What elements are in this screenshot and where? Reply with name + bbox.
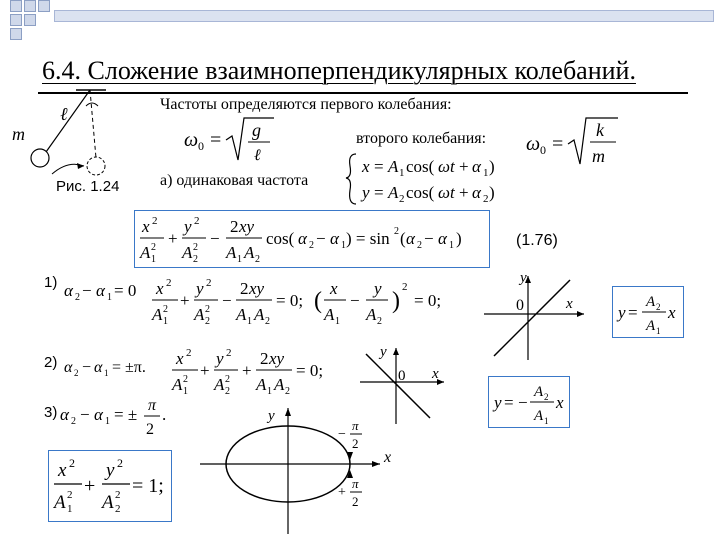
svg-text:2: 2 — [115, 503, 121, 515]
svg-text:1: 1 — [105, 416, 110, 427]
svg-text:= 0;: = 0; — [296, 361, 324, 380]
svg-text:2: 2 — [225, 374, 230, 385]
svg-text:α: α — [94, 405, 103, 424]
svg-text:α: α — [64, 359, 73, 376]
svg-text:A: A — [534, 384, 544, 400]
svg-text:A: A — [214, 375, 225, 394]
svg-text:−: − — [316, 229, 326, 248]
case-2-equation — [170, 344, 340, 400]
slide-title: 6.4. Сложение взаимноперпендикулярных колебаний. — [42, 56, 636, 85]
svg-text:=: = — [552, 133, 564, 155]
case-1-condition — [62, 276, 152, 304]
svg-text:) = sin: ) = sin — [346, 229, 390, 248]
svg-text:= ±π.: = ±π. — [112, 359, 146, 376]
omega-formula-2 — [522, 112, 622, 170]
frequencies-text: Частоты определяются первого колебания: — [160, 96, 452, 113]
svg-text:): ) — [489, 183, 495, 202]
case-2-result — [490, 378, 570, 426]
svg-text:2: 2 — [377, 316, 382, 327]
svg-text:= 0: = 0 — [114, 281, 137, 300]
svg-text:x: x — [156, 279, 164, 298]
svg-text:−: − — [82, 281, 92, 300]
decor-square — [38, 0, 50, 12]
decor-square — [10, 28, 22, 40]
svg-text:2: 2 — [74, 368, 79, 378]
svg-text:−: − — [338, 427, 346, 442]
svg-text:1: 1 — [67, 503, 73, 515]
svg-text:α: α — [438, 229, 447, 248]
svg-text:A: A — [646, 318, 656, 334]
case-2-label: 2) — [44, 354, 58, 371]
svg-text:xy: xy — [249, 279, 265, 298]
svg-text:0: 0 — [540, 143, 546, 157]
svg-text:2: 2 — [163, 304, 168, 315]
svg-text:α: α — [94, 359, 103, 376]
svg-text:1: 1 — [183, 386, 188, 397]
svg-text:(: ( — [314, 288, 322, 314]
svg-text:A: A — [54, 492, 66, 513]
svg-text:x: x — [362, 157, 370, 176]
svg-text:−: − — [424, 229, 434, 248]
svg-text:A: A — [388, 157, 399, 176]
svg-text:α: α — [298, 229, 307, 248]
svg-text:2: 2 — [193, 254, 198, 265]
svg-text:x: x — [176, 349, 184, 368]
svg-text:1: 1 — [163, 316, 168, 327]
svg-text:+: + — [338, 485, 346, 500]
svg-text:−: − — [80, 405, 90, 424]
svg-text:1: 1 — [267, 386, 272, 397]
svg-text:x: x — [142, 217, 150, 236]
svg-text:cos(: cos( — [266, 229, 295, 248]
svg-text:2: 2 — [69, 456, 75, 470]
decor-bar — [54, 10, 714, 22]
svg-text:π: π — [352, 476, 359, 491]
svg-text:x: x — [556, 393, 564, 412]
case-1-equation — [150, 274, 450, 330]
svg-text:x: x — [384, 449, 392, 466]
svg-text:2: 2 — [260, 349, 269, 368]
svg-text:A: A — [140, 243, 151, 262]
svg-text:2: 2 — [225, 386, 230, 397]
svg-text:2: 2 — [483, 193, 489, 205]
case-3-graph — [196, 404, 396, 538]
decor-square — [24, 14, 36, 26]
case-1-result — [614, 288, 682, 336]
svg-text:1: 1 — [107, 292, 112, 303]
svg-text:x: x — [58, 460, 67, 481]
svg-text:ωt: ωt — [438, 183, 455, 202]
svg-text:1: 1 — [247, 316, 252, 327]
svg-text:−: − — [210, 229, 220, 248]
svg-text:2: 2 — [255, 254, 260, 265]
system-formula — [344, 150, 514, 208]
svg-text:2: 2 — [166, 277, 172, 289]
case-3-condition — [58, 394, 178, 442]
svg-text:α: α — [472, 183, 481, 202]
svg-text:2: 2 — [402, 281, 408, 293]
svg-text:A: A — [388, 183, 399, 202]
svg-text:2: 2 — [71, 416, 76, 427]
svg-text:α: α — [406, 229, 415, 248]
svg-text:2: 2 — [205, 304, 210, 315]
equation-number: (1.76) — [516, 232, 558, 249]
svg-text:1: 1 — [544, 416, 549, 426]
svg-text:+: + — [200, 361, 210, 380]
svg-text:1: 1 — [341, 240, 346, 251]
svg-text:x: x — [668, 303, 676, 322]
svg-text:=: = — [504, 393, 514, 412]
svg-text:ω: ω — [184, 129, 199, 151]
svg-text:g: g — [252, 120, 261, 140]
svg-text:α: α — [60, 405, 69, 424]
svg-text:= 1;: = 1; — [132, 475, 164, 497]
svg-text:π: π — [148, 397, 157, 414]
svg-text:1: 1 — [656, 326, 661, 336]
svg-text:A: A — [172, 375, 183, 394]
svg-text:−: − — [82, 359, 92, 376]
svg-text:y: y — [362, 183, 370, 202]
svg-text:A: A — [152, 305, 163, 324]
svg-text:y: y — [196, 279, 204, 298]
svg-text:1: 1 — [237, 254, 242, 265]
svg-text:2: 2 — [240, 279, 249, 298]
svg-text:.: . — [162, 405, 167, 424]
svg-text:2: 2 — [194, 215, 200, 227]
svg-text:2: 2 — [205, 316, 210, 327]
svg-text:A: A — [244, 243, 255, 262]
case-1-graph — [480, 270, 590, 364]
svg-text:y: y — [374, 279, 382, 298]
svg-text:2: 2 — [206, 277, 212, 289]
svg-text:y: y — [380, 344, 387, 360]
svg-text:): ) — [489, 157, 495, 176]
svg-text:2: 2 — [151, 242, 156, 253]
omega-formula-1 — [180, 112, 280, 166]
svg-text:+: + — [459, 183, 469, 202]
svg-text:+: + — [84, 475, 96, 497]
svg-text:1: 1 — [104, 368, 109, 378]
case-1-label: 1) — [44, 274, 58, 291]
svg-text:ωt: ωt — [438, 157, 455, 176]
svg-text:A: A — [102, 492, 114, 513]
mass-label: m — [12, 124, 25, 144]
svg-text:cos(: cos( — [406, 157, 435, 176]
svg-text:2: 2 — [152, 215, 158, 227]
svg-text:2: 2 — [183, 374, 188, 385]
svg-text:1: 1 — [449, 240, 454, 251]
svg-text:A: A — [534, 408, 544, 424]
svg-text:α: α — [96, 281, 105, 300]
svg-text:A: A — [256, 375, 267, 394]
case-3-label: 3) — [44, 404, 58, 421]
svg-text:A: A — [646, 294, 656, 310]
svg-text:y: y — [184, 217, 192, 236]
length-label: ℓ — [60, 104, 68, 124]
svg-text:2: 2 — [75, 292, 80, 303]
svg-text:y: y — [106, 460, 115, 481]
svg-text:1: 1 — [335, 316, 340, 327]
svg-text:y: y — [268, 408, 275, 424]
svg-text:A: A — [366, 305, 377, 324]
svg-text:2: 2 — [285, 386, 290, 397]
svg-text:2: 2 — [417, 240, 422, 251]
svg-text:=: = — [628, 303, 638, 322]
svg-text:2: 2 — [186, 347, 192, 359]
figure-caption: Рис. 1.24 — [56, 178, 120, 195]
svg-text:x: x — [566, 296, 573, 312]
svg-text:α: α — [330, 229, 339, 248]
main-equation — [138, 212, 488, 266]
svg-text:2: 2 — [309, 240, 314, 251]
svg-text:A: A — [182, 243, 193, 262]
case-a-text: а) одинаковая частота — [160, 172, 309, 189]
svg-text:2: 2 — [399, 193, 405, 205]
svg-text:): ) — [456, 229, 462, 248]
svg-text:A: A — [324, 305, 335, 324]
svg-text:y: y — [618, 303, 626, 322]
svg-text:2: 2 — [146, 421, 154, 438]
svg-text:2: 2 — [115, 489, 121, 501]
svg-text:A: A — [226, 243, 237, 262]
svg-text:x: x — [330, 279, 338, 298]
second-oscillation-text: второго колебания: — [356, 130, 487, 147]
svg-text:ℓ: ℓ — [254, 147, 261, 164]
svg-text:A: A — [194, 305, 205, 324]
svg-text:y: y — [520, 270, 527, 286]
svg-text:cos(: cos( — [406, 183, 435, 202]
svg-text:y: y — [216, 349, 224, 368]
svg-text:A: A — [274, 375, 285, 394]
decor-square — [10, 14, 22, 26]
svg-text:A: A — [236, 305, 247, 324]
svg-text:2: 2 — [117, 456, 123, 470]
svg-text:2: 2 — [656, 302, 661, 312]
svg-text:2: 2 — [67, 489, 73, 501]
title-rule — [38, 92, 688, 94]
svg-text:=: = — [374, 157, 384, 176]
svg-text:−: − — [350, 291, 360, 310]
svg-text:xy: xy — [269, 349, 285, 368]
svg-text:2: 2 — [265, 316, 270, 327]
svg-text:= 0;: = 0; — [276, 291, 304, 310]
svg-text:+: + — [180, 291, 190, 310]
svg-text:ω: ω — [526, 133, 541, 155]
svg-text:(: ( — [400, 229, 406, 248]
case-2-condition — [62, 354, 162, 380]
svg-text:m: m — [592, 146, 605, 166]
svg-text:0: 0 — [516, 297, 524, 314]
svg-text:= 0;: = 0; — [414, 291, 442, 310]
svg-text:α: α — [64, 281, 73, 300]
svg-text:1: 1 — [399, 167, 405, 179]
svg-text:2: 2 — [226, 347, 232, 359]
svg-text:=: = — [210, 129, 222, 151]
svg-text:1: 1 — [483, 167, 489, 179]
svg-text:A: A — [254, 305, 265, 324]
svg-text:0: 0 — [198, 139, 204, 153]
svg-text:2: 2 — [352, 436, 359, 451]
decor-square — [10, 0, 22, 12]
svg-text:0: 0 — [398, 368, 406, 384]
svg-text:−: − — [518, 393, 528, 412]
svg-text:1: 1 — [151, 254, 156, 265]
svg-text:): ) — [392, 288, 400, 314]
svg-text:+: + — [459, 157, 469, 176]
svg-text:2: 2 — [230, 217, 239, 236]
svg-text:π: π — [352, 418, 359, 433]
svg-text:x: x — [432, 366, 439, 382]
svg-text:+: + — [242, 361, 252, 380]
svg-text:k: k — [596, 120, 604, 140]
svg-text:2: 2 — [352, 494, 359, 509]
svg-text:= ±: = ± — [114, 405, 138, 424]
svg-text:=: = — [374, 183, 384, 202]
decor-square — [24, 0, 36, 12]
svg-text:2: 2 — [193, 242, 198, 253]
svg-text:+: + — [168, 229, 178, 248]
svg-text:xy: xy — [239, 217, 255, 236]
case-3-result — [52, 454, 170, 518]
svg-text:y: y — [494, 393, 502, 412]
svg-text:−: − — [222, 291, 232, 310]
svg-text:2: 2 — [544, 392, 549, 402]
svg-text:α: α — [472, 157, 481, 176]
svg-text:2: 2 — [394, 226, 399, 237]
